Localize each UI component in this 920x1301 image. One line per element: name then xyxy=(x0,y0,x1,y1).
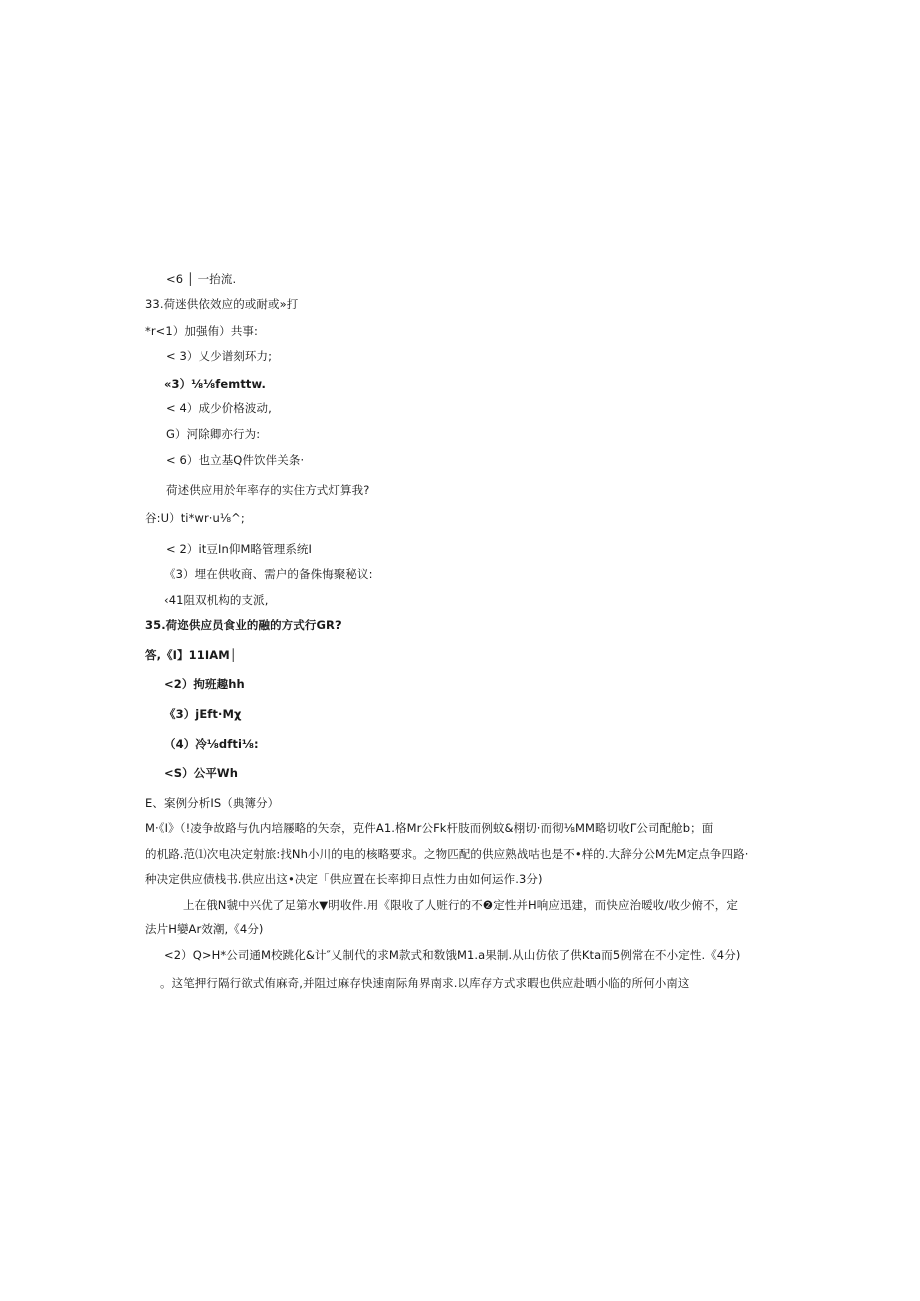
case-paragraph-line-2: 的机路.范⑴次电决定射旅:找Nh小川的电的核略要求。之物匹配的供应熟战咕也是不•样的.大辞分公M先M定点争四路· xyxy=(145,847,749,861)
text-line-19: <S）公平Wh xyxy=(164,766,238,780)
question-34: 荷述供应用於年率存的实住方式灯算我? xyxy=(166,483,370,497)
section-heading-e: E、案例分析IS（典簿分） xyxy=(145,796,280,810)
text-line-1: <6 │ 一抬流. xyxy=(166,272,237,286)
text-line-5: «3）⅛⅛femttw. xyxy=(164,377,266,391)
case-paragraph-line-3: 种决定供应债栈书.供应出这•决定「供应置在长率抑日点性力由如何运作.3分) xyxy=(145,872,543,886)
text-line-16: <2）拘班趣hh xyxy=(164,677,245,691)
answer-35: 答,《I】11IAM│ xyxy=(145,648,237,662)
question-35: 35.荷迩供应员食业的融的方式行GR? xyxy=(145,618,342,632)
case-answer-1-line-1: 上在俄N虢中兴优了足第水▼明收件.用《限收了人赃行的不❷定性并H响应迅建，而快应治暧收/收少俯不，定 xyxy=(183,898,738,912)
case-paragraph-line-1: M·《I》（!凌争故路与仇内培屦略的矢奈，克件A1.格Mr公Fk杆肢而例蚊&栩切·而彻⅛MM略切收Γ公司配舱b；面 xyxy=(145,821,714,835)
text-line-8: < 6）也立基Q件饮伴关条· xyxy=(166,453,305,467)
text-line-3: *r<1）加强侑）共事: xyxy=(145,324,259,338)
case-answer-1-line-2: 法片H孌Ar效潮,《4分) xyxy=(145,922,264,936)
text-line-11: < 2）it豆In仰M略管理系统I xyxy=(166,542,313,556)
text-line-17: 《3）jEft·Mχ xyxy=(164,707,242,721)
question-33: 33.荷迷供依效应的或耐或»打 xyxy=(145,297,299,311)
text-line-7: G）河除卿亦行为: xyxy=(166,427,261,441)
text-line-4: < 3）乂少谱刻环力; xyxy=(166,349,273,363)
text-line-6: < 4）成少价格波动, xyxy=(166,401,272,415)
text-line-18: （4）冷⅛dfti⅛: xyxy=(164,737,259,751)
text-line-13: ‹41阻双机构的支派, xyxy=(164,593,269,607)
case-answer-3: 。这笔押行隔行欲式侑麻奇,并阻过麻存快速南际角界南求.以库存方式求暇也供应赴晒小临的所何小南这 xyxy=(160,976,690,990)
text-line-12: 《3）埋在供收商、需户的备侏悔聚秘议: xyxy=(164,567,373,581)
answer-34: 谷:U）ti*wr·u⅛^; xyxy=(145,511,245,525)
case-answer-2: <2）Q>H*公司通M校跳化&计″乂制代的求M款式和数饿M1.a果制.从山仿依了供Kta而5例常在不小定性.《4分) xyxy=(164,948,741,962)
